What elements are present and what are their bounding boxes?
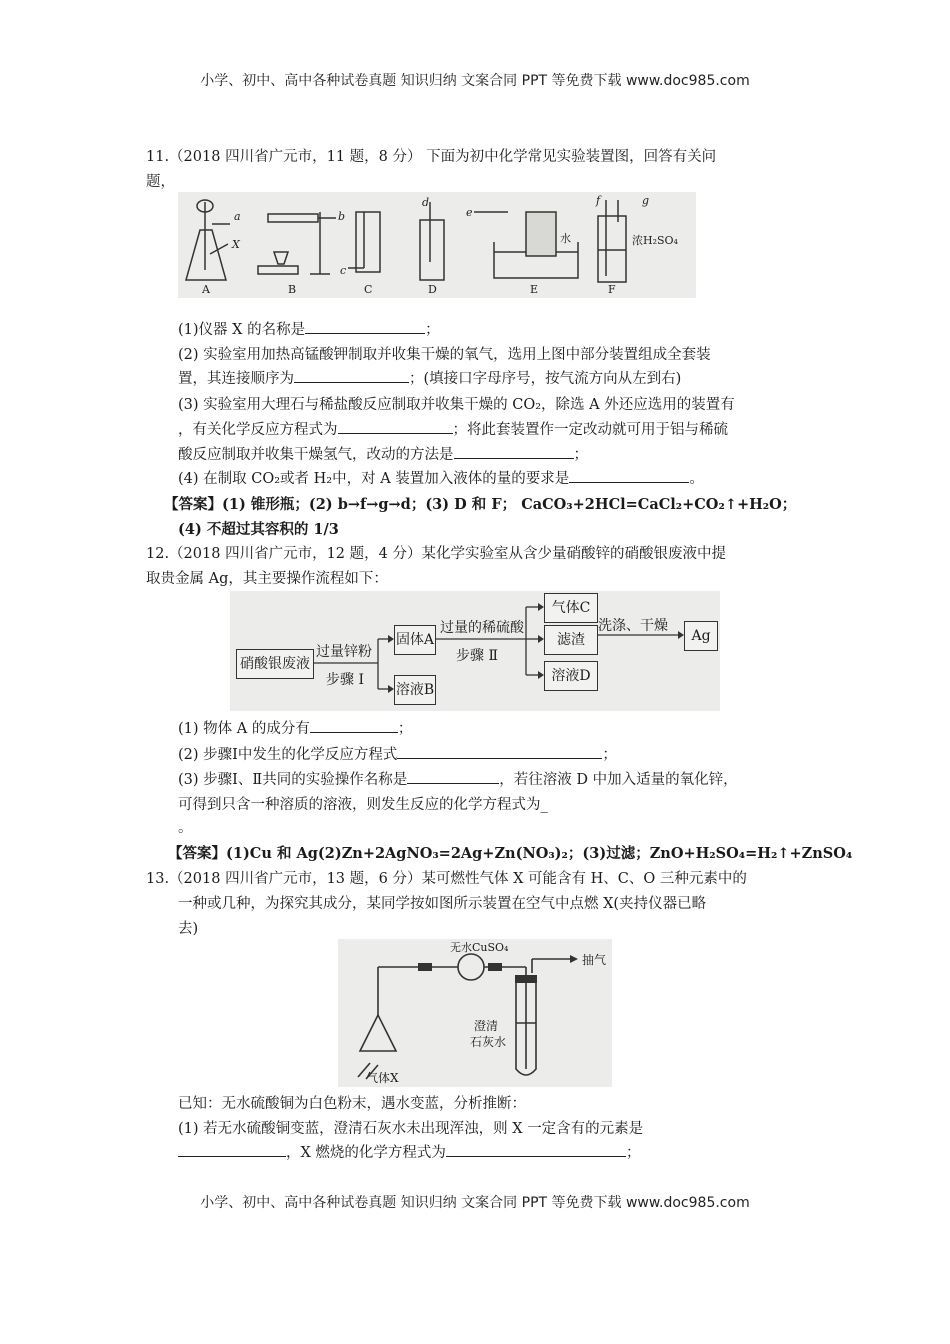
label-F: F	[608, 283, 616, 296]
label-limewater-2: 石灰水	[470, 1035, 507, 1049]
answer-blank[interactable]	[305, 318, 425, 334]
q13-apparatus-figure	[338, 939, 612, 1087]
answer-blank[interactable]	[294, 367, 409, 383]
label-cuso4: 无水CuSO₄	[450, 941, 509, 954]
svg-text:水: 水	[560, 232, 571, 245]
svg-text:d: d	[422, 196, 430, 209]
svg-text:c: c	[340, 264, 347, 277]
q12-part1: (1) 物体 A 的成分有 ；	[178, 717, 412, 741]
q12-part3-line2: 可得到只含一种溶质的溶液，则发生反应的化学方程式为_	[178, 797, 548, 813]
answer-blank[interactable]	[454, 443, 574, 459]
q11-title-line1: 11.（2018 四川省广元市，11 题，8 分） 下面为初中化学常见实验装置图，回答有关问	[146, 149, 717, 165]
answer-blank[interactable]	[446, 1141, 626, 1157]
q11-part3-line1: (3) 实验室用大理石与稀盐酸反应制取并收集干燥的 CO₂，除选 A 外还应选用的装置有	[178, 397, 735, 413]
answer-blank[interactable]	[407, 768, 499, 784]
svg-text:e: e	[466, 206, 473, 219]
answer-blank[interactable]	[178, 1141, 286, 1157]
flow-node-residue: 滤渣	[544, 625, 598, 655]
label-A: A	[202, 283, 210, 296]
q11-title-line2: 题，	[146, 174, 175, 190]
flow-step1-label: 步骤 Ⅰ	[326, 672, 364, 688]
answer-blank[interactable]	[338, 418, 453, 434]
q13-title-line2: 一种或几种，为探究其成分，某同学按如图所示装置在空气中点燃 X(夹持仪器已略	[178, 896, 707, 912]
q13-part1-line2: ，X 燃烧的化学方程式为 ；	[178, 1141, 640, 1165]
apparatus-diagram	[178, 192, 696, 298]
svg-text:a: a	[234, 210, 241, 223]
q11-part3-line3: 酸反应制取并收集干燥氢气，改动的方法是 ；	[178, 443, 588, 467]
q12-title-line2: 取贵金属 Ag，其主要操作流程如下：	[146, 571, 388, 587]
label-gas-x: 气体X	[366, 1071, 399, 1085]
label-B: B	[288, 283, 297, 296]
svg-text:g: g	[642, 194, 650, 207]
q13-known: 已知：无水硫酸铜为白色粉末，遇水变蓝，分析推断：	[178, 1096, 526, 1112]
q11-answer-line2: (4) 不超过其容积的 1/3	[178, 521, 339, 538]
q13-title-line1: 13.（2018 四川省广元市，13 题，6 分）某可燃性气体 X 可能含有 H、C、O 三种元素中的	[146, 871, 747, 887]
flow-node-gas-c: 气体C	[544, 593, 598, 623]
q11-part2-line2: 置，其连接顺序为 ；(填接口字母序号，按气流方向从左到右)	[178, 367, 681, 391]
q11-part2-line1: (2) 实验室用加热高锰酸钾制取并收集干燥的氧气，选用上图中部分装置组成全套装	[178, 347, 711, 363]
q12-part3-line1: (3) 步骤Ⅰ、Ⅱ共同的实验操作名称是 ，若往溶液 D 中加入适量的氧化锌，	[178, 768, 738, 792]
combustion-apparatus	[338, 939, 612, 1087]
flow-step1-reagent: 过量锌粉	[316, 644, 372, 660]
flow-node-solution-d: 溶液D	[544, 661, 598, 691]
page-header: 小学、初中、高中各种试卷真题 知识归纳 文案合同 PPT 等免费下载 www.doc985.com	[200, 73, 750, 89]
answer-blank[interactable]	[310, 717, 398, 733]
page-footer: 小学、初中、高中各种试卷真题 知识归纳 文案合同 PPT 等免费下载 www.doc985.com	[200, 1195, 750, 1211]
conical-flask-shape	[186, 230, 226, 280]
q12-title-line1: 12.（2018 四川省广元市，12 题，4 分）某化学实验室从含少量硝酸锌的硝酸银废液中提	[146, 546, 726, 562]
svg-text:浓H₂SO₄: 浓H₂SO₄	[632, 234, 678, 247]
q12-flowchart	[230, 591, 720, 711]
label-D: D	[428, 283, 437, 296]
q11-apparatus-figure	[178, 192, 696, 298]
q11-part3-line2: ，有关化学反应方程式为 ；将此套装置作一定改动就可用于铝与稀硫	[178, 418, 728, 442]
label-E: E	[530, 283, 539, 296]
q12-answer: 【答案】(1)Cu 和 Ag(2)Zn+2AgNO₃=2Ag+Zn(NO₃)₂；(3)过滤；ZnO+H₂SO₄=H₂↑+ZnSO₄	[168, 845, 853, 862]
flow-node-start: 硝酸银废液	[236, 649, 314, 679]
svg-text:f: f	[596, 194, 601, 207]
q12-part3-line3: 。	[178, 820, 193, 836]
q11-part4: (4) 在制取 CO₂或者 H₂中，对 A 装置加入液体的量的要求是 。	[178, 467, 704, 491]
flow-wash-label: 洗涤、干燥	[598, 618, 668, 634]
q11-answer-line1: 【答案】(1) 锥形瓶；(2) b→f→g→d；(3) D 和 F； CaCO₃+2HCl=CaCl₂+CO₂↑+H₂O；	[164, 496, 797, 513]
label-limewater-1: 澄清	[474, 1019, 499, 1033]
q13-title-line3: 去)	[178, 921, 199, 937]
answer-blank[interactable]	[397, 743, 602, 759]
flow-node-solid-a: 固体A	[394, 625, 436, 655]
q13-part1-line1: (1) 若无水硫酸铜变蓝，澄清石灰水未出现浑浊，则 X 一定含有的元素是	[178, 1121, 644, 1137]
flow-step2-reagent: 过量的稀硫酸	[440, 620, 524, 636]
flow-step2-label: 步骤 Ⅱ	[456, 648, 498, 664]
flow-node-solution-b: 溶液B	[394, 675, 436, 705]
svg-text:b: b	[338, 210, 346, 223]
label-pump: 抽气	[582, 953, 607, 967]
label-C: C	[364, 283, 373, 296]
answer-blank[interactable]	[569, 467, 689, 483]
svg-text:X: X	[232, 238, 240, 251]
q12-part2: (2) 步骤Ⅰ中发生的化学反应方程式 ；	[178, 743, 617, 767]
flow-node-ag: Ag	[684, 621, 718, 651]
q11-part1: (1)仪器 X 的名称是 ；	[178, 318, 440, 342]
